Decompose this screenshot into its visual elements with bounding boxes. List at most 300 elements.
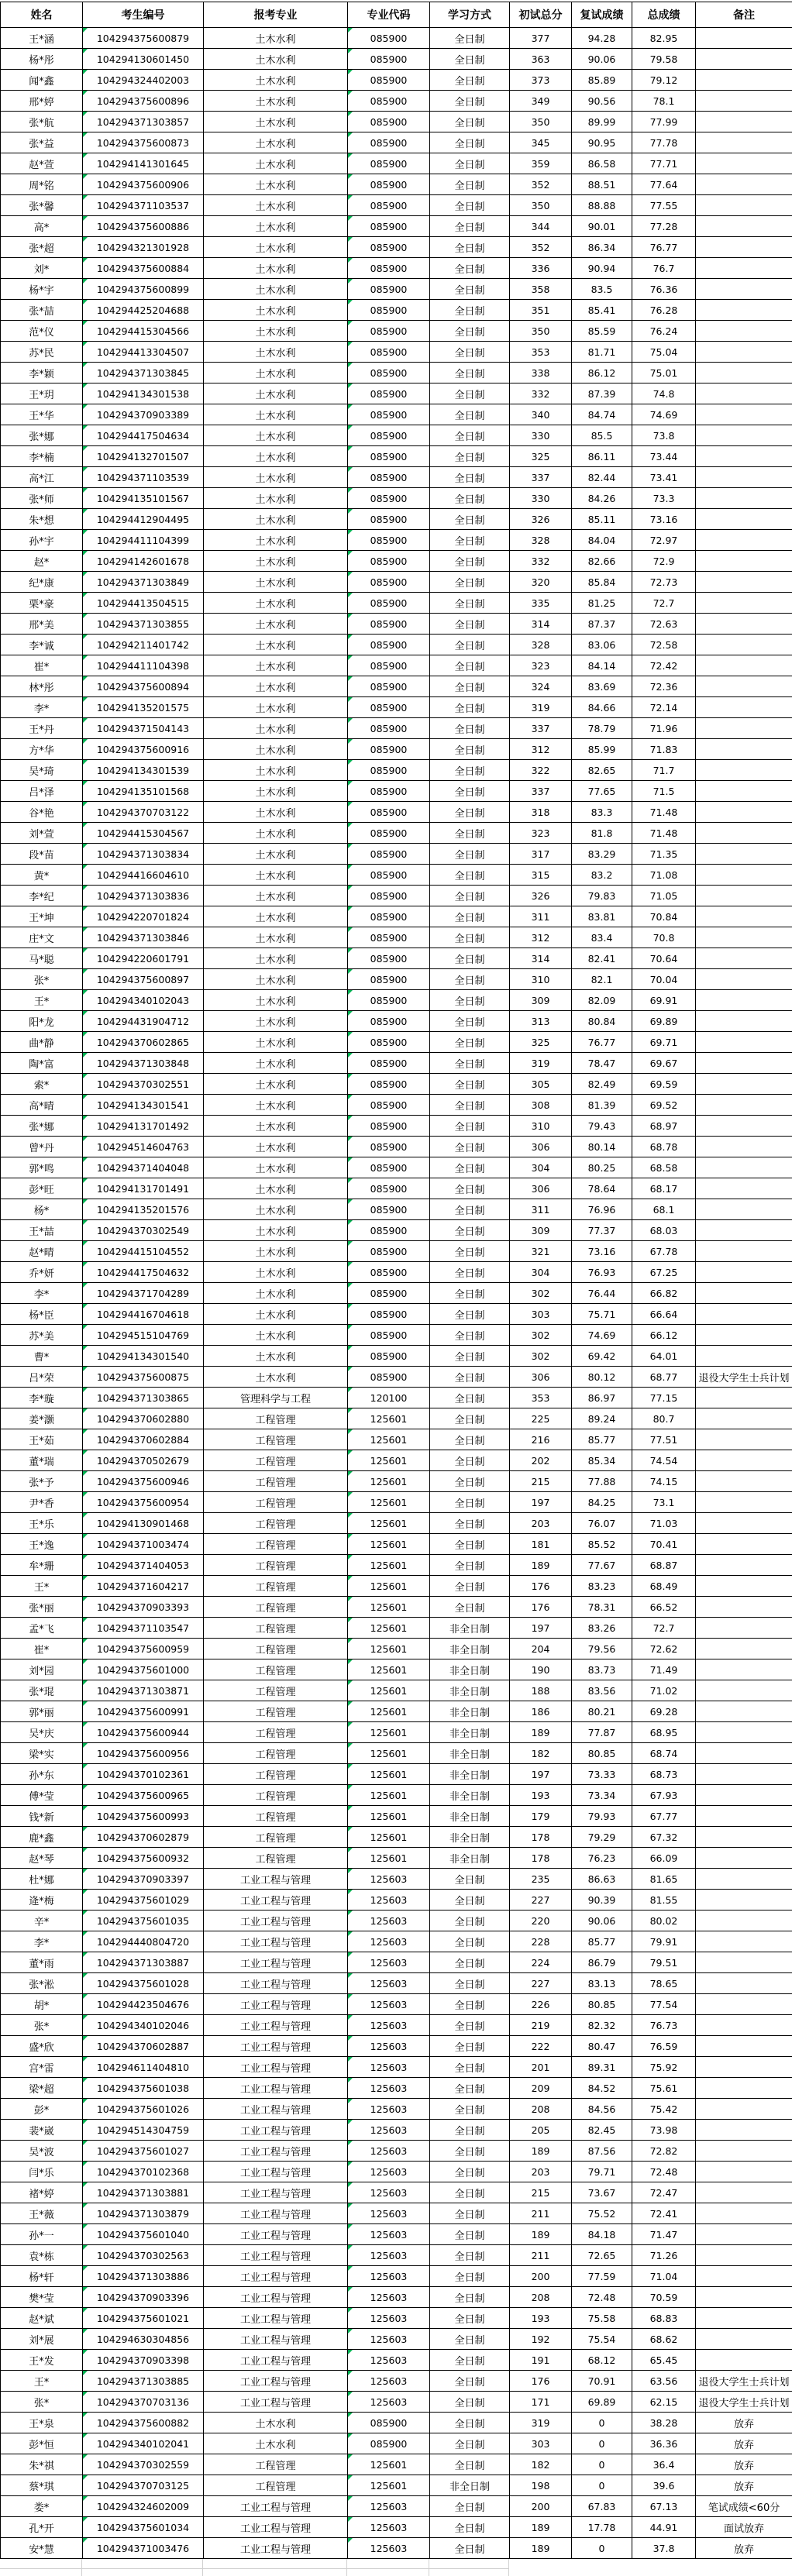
cell-text: 344 xyxy=(532,221,550,232)
cell-candidate-id xyxy=(83,216,204,237)
cell-initial-score xyxy=(510,1241,572,1262)
cell-initial-score xyxy=(510,153,572,174)
cell-text: 0 xyxy=(599,2459,605,2471)
error-indicator-triangle-icon xyxy=(348,2329,353,2334)
cell-initial-score xyxy=(510,1199,572,1220)
cell-study-mode xyxy=(430,1157,510,1178)
cell-text: 125601 xyxy=(370,1811,408,1822)
cell-major-code xyxy=(348,488,430,509)
cell-total-score xyxy=(632,1157,696,1178)
cell-name xyxy=(1,760,83,781)
cell-retest-score xyxy=(572,383,632,404)
cell-text: 全日制 xyxy=(454,1101,484,1113)
error-indicator-triangle-icon xyxy=(348,2392,353,2396)
cell-candidate-id xyxy=(83,1304,204,1325)
cell-text: 125601 xyxy=(370,1664,408,1676)
cell-study-mode xyxy=(430,1346,510,1367)
cell-candidate-id xyxy=(83,1199,204,1220)
cell-text: 土木水利 xyxy=(255,1289,295,1301)
cell-major-code xyxy=(348,1346,430,1367)
cell-text: 323 xyxy=(532,660,550,672)
cell-text: 75.58 xyxy=(588,2313,616,2324)
cell-candidate-id xyxy=(83,655,204,676)
cell-initial-score xyxy=(510,655,572,676)
cell-total-score xyxy=(632,990,696,1011)
cell-text: 钱*新 xyxy=(29,1812,54,1824)
cell-retest-score xyxy=(572,404,632,425)
cell-name xyxy=(1,112,83,132)
cell-name xyxy=(1,1659,83,1680)
cell-text: 104294413504515 xyxy=(97,597,189,609)
cell-major-code xyxy=(348,1283,430,1304)
cell-text: 83.69 xyxy=(588,681,616,693)
cell-retest-score xyxy=(572,886,632,906)
cell-text: 工业工程与管理 xyxy=(240,2335,311,2347)
cell-text: 82.41 xyxy=(588,953,616,965)
cell-text: 樊*莹 xyxy=(29,2293,54,2305)
cell-major-code xyxy=(348,174,430,195)
cell-text: 放弃 xyxy=(734,2544,754,2556)
cell-text: 李*璇 xyxy=(29,1394,54,1405)
cell-text: 353 xyxy=(532,1392,550,1404)
cell-text: 77.51 xyxy=(650,1434,678,1446)
cell-text: 68.77 xyxy=(650,1371,678,1383)
cell-candidate-id xyxy=(83,1785,204,1806)
cell-candidate-id xyxy=(83,509,204,530)
cell-text: 350 xyxy=(532,200,550,212)
cell-text: 82.65 xyxy=(588,765,616,776)
cell-text: 319 xyxy=(532,1058,550,1069)
cell-text: 77.87 xyxy=(588,1727,616,1739)
cell-text: 125603 xyxy=(370,1915,408,1927)
cell-major xyxy=(204,2036,348,2057)
cell-retest-score xyxy=(572,2392,632,2413)
cell-remark xyxy=(696,132,792,153)
cell-candidate-id xyxy=(83,1095,204,1116)
cell-text: 非全日制 xyxy=(449,1812,490,1824)
cell-initial-score xyxy=(510,1346,572,1367)
cell-study-mode xyxy=(430,1388,510,1408)
table-row xyxy=(1,1178,792,1199)
cell-text: 125603 xyxy=(370,2543,408,2554)
cell-initial-score xyxy=(510,467,572,488)
table-row xyxy=(1,70,792,91)
cell-text: 土木水利 xyxy=(255,494,295,506)
cell-text: 104294375601027 xyxy=(97,2145,189,2157)
cell-text: 90.06 xyxy=(588,53,616,65)
cell-major-code xyxy=(348,2413,430,2433)
cell-name xyxy=(1,2454,83,2475)
cell-initial-score xyxy=(510,1952,572,1973)
cell-total-score xyxy=(632,425,696,446)
cell-text: 71.7 xyxy=(653,765,675,776)
table-row xyxy=(1,2141,792,2162)
cell-major-code xyxy=(348,91,430,112)
error-indicator-triangle-icon xyxy=(348,70,353,74)
cell-text: 189 xyxy=(532,2145,550,2157)
cell-candidate-id xyxy=(83,1116,204,1137)
cell-text: 工业工程与管理 xyxy=(240,2230,311,2242)
cell-text: 75.54 xyxy=(588,2334,616,2345)
cell-text: 104294371303865 xyxy=(97,1392,189,1404)
error-indicator-triangle-icon xyxy=(348,1367,353,1371)
cell-text: 219 xyxy=(532,2020,550,2031)
cell-text: 085900 xyxy=(370,786,408,797)
cell-retest-score xyxy=(572,1513,632,1534)
cell-remark xyxy=(696,2036,792,2057)
cell-remark xyxy=(696,2475,792,2496)
cell-text: 085900 xyxy=(370,1267,408,1278)
cell-remark xyxy=(696,1931,792,1952)
cell-study-mode xyxy=(430,258,510,279)
error-indicator-triangle-icon xyxy=(83,195,88,200)
cell-initial-score xyxy=(510,635,572,655)
cell-name xyxy=(1,2245,83,2266)
table-row xyxy=(1,279,792,300)
cell-initial-score xyxy=(510,1157,572,1178)
cell-text: 373 xyxy=(532,74,550,86)
cell-retest-score xyxy=(572,2182,632,2203)
cell-text: 68.73 xyxy=(650,1769,678,1780)
cell-text: 67.93 xyxy=(650,1790,678,1801)
cell-major-code xyxy=(348,2036,430,2057)
cell-text: 085900 xyxy=(370,514,408,525)
table-row xyxy=(1,91,792,112)
cell-retest-score xyxy=(572,1241,632,1262)
cell-name xyxy=(1,2182,83,2203)
cell-retest-score xyxy=(572,1785,632,1806)
cell-text: 方*华 xyxy=(29,745,54,757)
cell-text: 全日制 xyxy=(454,2168,484,2179)
cell-text: 段*苗 xyxy=(29,850,54,862)
cell-candidate-id xyxy=(83,1408,204,1429)
error-indicator-triangle-icon xyxy=(348,1597,353,1601)
cell-candidate-id xyxy=(83,760,204,781)
cell-initial-score xyxy=(510,2329,572,2350)
cell-initial-score xyxy=(510,2099,572,2120)
cell-text: 085900 xyxy=(370,388,408,400)
cell-retest-score xyxy=(572,1074,632,1095)
cell-text: 85.11 xyxy=(588,514,616,525)
cell-total-score xyxy=(632,1241,696,1262)
cell-major xyxy=(204,2329,348,2350)
cell-text: 77.99 xyxy=(650,116,678,128)
cell-text: 70.64 xyxy=(650,953,678,965)
cell-text: 全日制 xyxy=(454,2210,484,2221)
cell-initial-score xyxy=(510,739,572,760)
cell-text: 土木水利 xyxy=(255,975,295,987)
cell-text: 104294220601791 xyxy=(97,953,189,965)
cell-candidate-id xyxy=(83,1471,204,1492)
cell-text: 104294440804720 xyxy=(97,1936,189,1948)
cell-total-score xyxy=(632,1890,696,1911)
cell-text: 085900 xyxy=(370,304,408,316)
cell-text: 085900 xyxy=(370,869,408,881)
cell-initial-score xyxy=(510,1911,572,1931)
cell-text: 梁*超 xyxy=(29,2084,54,2096)
cell-major xyxy=(204,1241,348,1262)
cell-text: 83.23 xyxy=(588,1580,616,1592)
cell-retest-score xyxy=(572,174,632,195)
cell-major-code xyxy=(348,321,430,342)
cell-text: 104294131701492 xyxy=(97,1120,189,1132)
cell-text: 76.93 xyxy=(588,1267,616,1278)
cell-major-code xyxy=(348,195,430,216)
cell-name xyxy=(1,1618,83,1639)
cell-text: 土木水利 xyxy=(255,787,295,799)
cell-name xyxy=(1,1011,83,1032)
cell-initial-score xyxy=(510,906,572,927)
table-row xyxy=(1,2517,792,2538)
cell-study-mode xyxy=(430,1680,510,1701)
cell-text: 125601 xyxy=(370,1790,408,1801)
cell-text: 赵*萱 xyxy=(29,160,54,171)
cell-study-mode xyxy=(430,718,510,739)
error-indicator-triangle-icon xyxy=(83,1931,88,1936)
error-indicator-triangle-icon xyxy=(348,2057,353,2062)
cell-text: 土木水利 xyxy=(255,871,295,882)
cell-text: 220 xyxy=(532,1915,550,1927)
cell-text: 土木水利 xyxy=(255,808,295,820)
cell-major-code xyxy=(348,1827,430,1848)
cell-text: 土木水利 xyxy=(255,536,295,548)
cell-text: 全日制 xyxy=(454,1498,484,1510)
cell-retest-score xyxy=(572,1869,632,1890)
cell-text: 71.48 xyxy=(650,827,678,839)
cell-major-code xyxy=(348,1011,430,1032)
cell-text: 王*丹 xyxy=(29,724,54,736)
cell-study-mode xyxy=(430,2141,510,2162)
cell-study-mode xyxy=(430,2245,510,2266)
table-row xyxy=(1,1973,792,1994)
cell-remark xyxy=(696,300,792,321)
cell-remark xyxy=(696,551,792,572)
cell-retest-score xyxy=(572,342,632,363)
cell-remark xyxy=(696,1680,792,1701)
error-indicator-triangle-icon xyxy=(348,1471,353,1476)
cell-candidate-id xyxy=(83,2517,204,2538)
cell-text: 125601 xyxy=(370,1601,408,1613)
cell-text: 工程管理 xyxy=(255,1519,295,1531)
table-row xyxy=(1,2454,792,2475)
error-indicator-triangle-icon xyxy=(348,2120,353,2124)
cell-text: 全日制 xyxy=(454,369,484,380)
cell-text: 71.49 xyxy=(650,1664,678,1676)
cell-text: 工业工程与管理 xyxy=(240,2021,311,2033)
column-header-major-code: 专业代码 xyxy=(348,2,430,28)
cell-text: 全日制 xyxy=(454,34,484,46)
cell-name xyxy=(1,844,83,865)
cell-major xyxy=(204,2308,348,2329)
cell-retest-score xyxy=(572,1220,632,1241)
cell-text: 全日制 xyxy=(454,766,484,778)
cell-study-mode xyxy=(430,1492,510,1513)
cell-text: 土木水利 xyxy=(255,578,295,590)
cell-candidate-id xyxy=(83,1032,204,1053)
error-indicator-triangle-icon xyxy=(83,1388,88,1392)
cell-name xyxy=(1,1074,83,1095)
cell-name xyxy=(1,969,83,990)
cell-text: 104294416704618 xyxy=(97,1309,189,1320)
cell-remark xyxy=(696,1220,792,1241)
cell-text: 全日制 xyxy=(454,1436,484,1447)
cell-text: 104294371003476 xyxy=(97,2543,189,2554)
cell-candidate-id xyxy=(83,823,204,844)
cell-remark xyxy=(696,718,792,739)
error-indicator-triangle-icon xyxy=(83,1722,88,1727)
cell-text: 周*铭 xyxy=(29,181,54,192)
cell-text: 75.52 xyxy=(588,2208,616,2220)
error-indicator-triangle-icon xyxy=(83,593,88,597)
table-row xyxy=(1,1827,792,1848)
cell-name xyxy=(1,614,83,635)
cell-name xyxy=(1,697,83,718)
cell-remark xyxy=(696,1743,792,1764)
cell-candidate-id xyxy=(83,91,204,112)
cell-major-code xyxy=(348,2350,430,2371)
error-indicator-triangle-icon xyxy=(83,1408,88,1413)
cell-major xyxy=(204,1701,348,1722)
cell-retest-score xyxy=(572,2475,632,2496)
cell-name xyxy=(1,509,83,530)
cell-text: 104294375601026 xyxy=(97,2103,189,2115)
cell-study-mode xyxy=(430,2329,510,2350)
error-indicator-triangle-icon xyxy=(83,1701,88,1706)
error-indicator-triangle-icon xyxy=(348,844,353,848)
cell-text: 201 xyxy=(532,2062,550,2073)
cell-remark xyxy=(696,572,792,593)
cell-study-mode xyxy=(430,49,510,70)
cell-name xyxy=(1,174,83,195)
cell-total-score xyxy=(632,1032,696,1053)
cell-text: 75.42 xyxy=(650,2103,678,2115)
cell-remark xyxy=(696,2245,792,2266)
cell-text: 80.84 xyxy=(588,1016,616,1027)
cell-text: 72.82 xyxy=(650,2145,678,2157)
cell-text: 085900 xyxy=(370,158,408,170)
cell-candidate-id xyxy=(83,28,204,49)
cell-retest-score xyxy=(572,258,632,279)
cell-text: 79.29 xyxy=(588,1831,616,1843)
cell-text: 104294371303836 xyxy=(97,890,189,902)
cell-text: 125601 xyxy=(370,1497,408,1508)
cell-retest-score xyxy=(572,614,632,635)
cell-text: 326 xyxy=(532,890,550,902)
cell-major xyxy=(204,1471,348,1492)
cell-text: 125601 xyxy=(370,1539,408,1550)
cell-candidate-id xyxy=(83,2454,204,2475)
cell-text: 125601 xyxy=(370,2480,408,2492)
cell-study-mode xyxy=(430,279,510,300)
cell-text: 125603 xyxy=(370,2375,408,2387)
cell-initial-score xyxy=(510,1262,572,1283)
cell-major-code xyxy=(348,2371,430,2392)
cell-study-mode xyxy=(430,300,510,321)
error-indicator-triangle-icon xyxy=(348,1304,353,1309)
cell-name xyxy=(1,1116,83,1137)
cell-remark xyxy=(696,174,792,195)
cell-text: 全日制 xyxy=(454,703,484,715)
cell-total-score xyxy=(632,948,696,969)
cell-text: 全日制 xyxy=(454,2293,484,2305)
cell-text: 陶*富 xyxy=(29,1059,54,1071)
cell-text: 71.02 xyxy=(650,1685,678,1697)
cell-text: 69.89 xyxy=(588,2396,616,2408)
cell-initial-score xyxy=(510,1639,572,1659)
cell-text: 085900 xyxy=(370,1350,408,1362)
cell-name xyxy=(1,1513,83,1534)
cell-text: 104294371303857 xyxy=(97,116,189,128)
cell-text: 085900 xyxy=(370,472,408,483)
cell-text: 89.24 xyxy=(588,1413,616,1425)
cell-text: 全日制 xyxy=(454,620,484,631)
cell-study-mode xyxy=(430,383,510,404)
cell-retest-score xyxy=(572,1199,632,1220)
cell-remark xyxy=(696,1074,792,1095)
error-indicator-triangle-icon xyxy=(83,1785,88,1790)
table-row xyxy=(1,1576,792,1597)
cell-text: 土木水利 xyxy=(255,599,295,610)
table-row xyxy=(1,195,792,216)
cell-major xyxy=(204,49,348,70)
cell-text: 全日制 xyxy=(454,390,484,401)
cell-text: 104294130901468 xyxy=(97,1518,189,1529)
cell-text: 全日制 xyxy=(454,2126,484,2137)
cell-major xyxy=(204,342,348,363)
cell-text: 104294371303845 xyxy=(97,367,189,379)
cell-text: 工业工程与管理 xyxy=(240,2377,311,2389)
cell-text: 全日制 xyxy=(454,1582,484,1594)
cell-text: 104294370903396 xyxy=(97,2292,189,2303)
cell-text: 085900 xyxy=(370,995,408,1006)
cell-text: 王*坤 xyxy=(29,913,54,924)
table-row xyxy=(1,2308,792,2329)
cell-candidate-id xyxy=(83,2141,204,2162)
cell-text: 全日制 xyxy=(454,1540,484,1552)
cell-text: 土木水利 xyxy=(255,2419,295,2430)
cell-study-mode xyxy=(430,1471,510,1492)
cell-text: 全日制 xyxy=(454,1268,484,1280)
cell-text: 302 xyxy=(532,1329,550,1341)
cell-text: 104294415304567 xyxy=(97,827,189,839)
error-indicator-triangle-icon xyxy=(348,425,353,430)
cell-initial-score xyxy=(510,279,572,300)
cell-major-code xyxy=(348,383,430,404)
cell-study-mode xyxy=(430,1241,510,1262)
cell-major-code xyxy=(348,2078,430,2099)
cell-candidate-id xyxy=(83,1597,204,1618)
cell-initial-score xyxy=(510,404,572,425)
column-header-candidate-id: 考生编号 xyxy=(83,2,204,28)
cell-text: 李* xyxy=(34,703,50,715)
cell-text: 193 xyxy=(532,2313,550,2324)
cell-total-score xyxy=(632,823,696,844)
cell-text: 全日制 xyxy=(454,683,484,694)
cell-text: 王*喆 xyxy=(29,1226,54,1238)
cell-major xyxy=(204,739,348,760)
error-indicator-triangle-icon xyxy=(83,1639,88,1643)
table-row xyxy=(1,1659,792,1680)
cell-name xyxy=(1,1346,83,1367)
cell-text: 104294370602880 xyxy=(97,1413,189,1425)
cell-remark xyxy=(696,2182,792,2203)
cell-initial-score xyxy=(510,237,572,258)
table-row xyxy=(1,488,792,509)
table-row xyxy=(1,2162,792,2182)
cell-study-mode xyxy=(430,2308,510,2329)
cell-major-code xyxy=(348,697,430,718)
cell-candidate-id xyxy=(83,572,204,593)
